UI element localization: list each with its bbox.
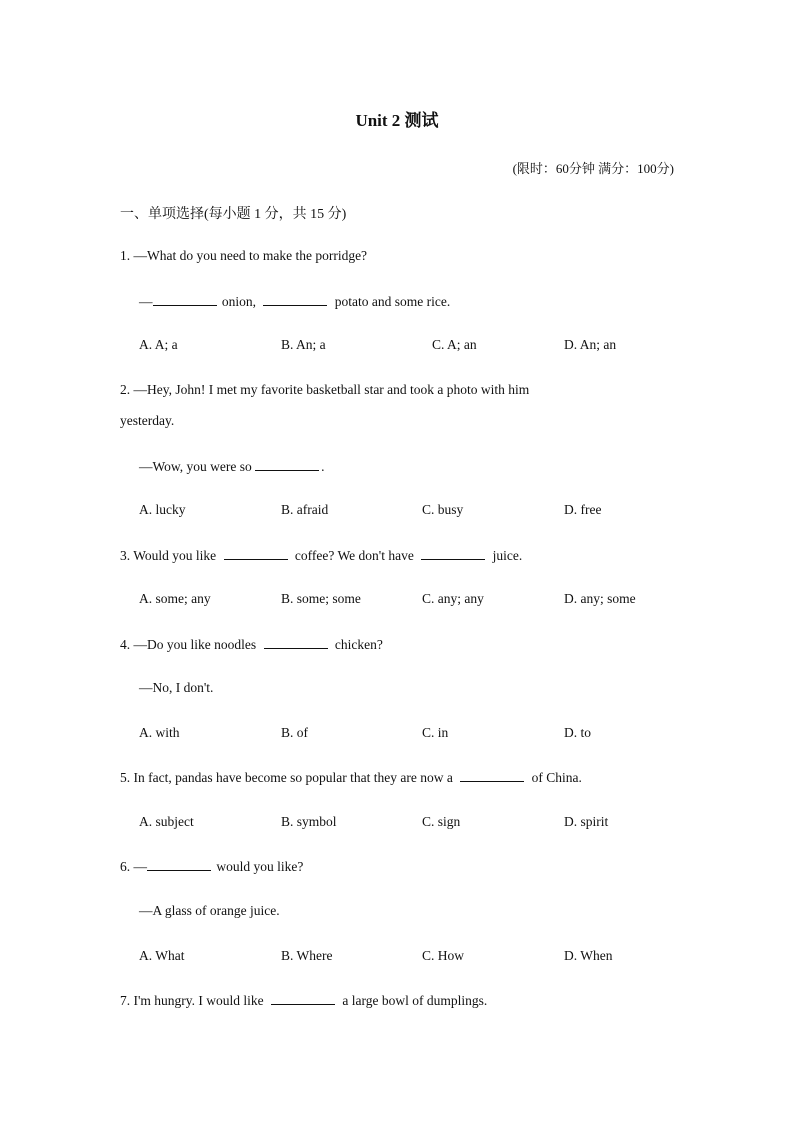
answer-text: potato and some rice. <box>334 294 451 309</box>
answer-blank <box>153 293 217 306</box>
option-d: D. spirit <box>564 814 609 829</box>
question-5-stem <box>120 769 582 786</box>
option-c: C. busy <box>422 502 464 517</box>
stem-text: coffee? We don't have <box>294 548 414 563</box>
option-d: D. free <box>564 502 602 517</box>
stem-text: a large bowl of dumplings. <box>342 993 488 1008</box>
question-4-stem <box>120 636 383 653</box>
option-d: D. any; some <box>564 591 636 606</box>
option-c: C. sign <box>422 814 461 829</box>
option-b: B. of <box>281 725 308 740</box>
dash: — <box>139 294 153 309</box>
stem-text: 6. — <box>120 859 147 874</box>
stem-text: 4. —Do you like noodles <box>120 637 257 652</box>
option-b: B. An; a <box>281 337 326 352</box>
answer-text: onion, <box>221 294 257 309</box>
time-score-limit: (限时：60分钟 满分：100分) <box>512 161 674 176</box>
option-c: C. A; an <box>432 337 477 352</box>
stem-text: 3. Would you like <box>120 548 217 563</box>
stem-text: 5. In fact, pandas have become so popular that they are now a <box>120 770 453 785</box>
question-7-stem <box>120 992 487 1009</box>
option-d: D. When <box>564 948 613 963</box>
option-b: B. afraid <box>281 502 329 517</box>
option-c: C. How <box>422 948 465 963</box>
answer-text: . <box>321 459 325 474</box>
stem-text: juice. <box>492 548 523 563</box>
answer-text: —Wow, you were so <box>139 459 252 474</box>
question-1-answer-line <box>139 293 450 310</box>
option-a: A. A; a <box>139 337 178 352</box>
answer-blank <box>264 636 328 649</box>
option-b: B. Where <box>281 948 333 963</box>
option-a: A. subject <box>139 814 194 829</box>
question-4-answer: —No, I don't. <box>139 680 214 695</box>
option-a: A. What <box>139 948 185 963</box>
option-d: D. to <box>564 725 591 740</box>
stem-text: chicken? <box>334 637 383 652</box>
answer-blank <box>224 547 288 560</box>
answer-blank <box>460 769 524 782</box>
option-a: A. with <box>139 725 180 740</box>
question-6-answer: —A glass of orange juice. <box>139 903 280 918</box>
option-a: A. some; any <box>139 591 211 606</box>
option-c: C. any; any <box>422 591 484 606</box>
answer-blank <box>263 293 327 306</box>
answer-blank <box>271 992 335 1005</box>
section-heading: 一、单项选择(每小题 1 分，共 15 分) <box>120 207 347 222</box>
answer-blank <box>421 547 485 560</box>
question-2-stem-line1: 2. —Hey, John! I met my favorite basketball star and took a photo with him <box>120 382 530 397</box>
option-a: A. lucky <box>139 502 186 517</box>
question-1-stem: 1. —What do you need to make the porridge? <box>120 248 368 263</box>
stem-text: would you like? <box>216 859 304 874</box>
stem-text: of China. <box>531 770 582 785</box>
stem-text: 7. I'm hungry. I would like <box>120 993 264 1008</box>
option-c: C. in <box>422 725 449 740</box>
option-b: B. symbol <box>281 814 337 829</box>
question-2-stem-line2: yesterday. <box>120 413 175 428</box>
question-3-stem <box>120 547 522 564</box>
question-6-stem <box>120 858 303 875</box>
answer-blank <box>255 458 319 471</box>
page-title: Unit 2 测试 <box>355 111 439 130</box>
option-d: D. An; an <box>564 337 617 352</box>
option-b: B. some; some <box>281 591 361 606</box>
answer-blank <box>147 858 211 871</box>
question-2-answer-line <box>139 458 325 475</box>
